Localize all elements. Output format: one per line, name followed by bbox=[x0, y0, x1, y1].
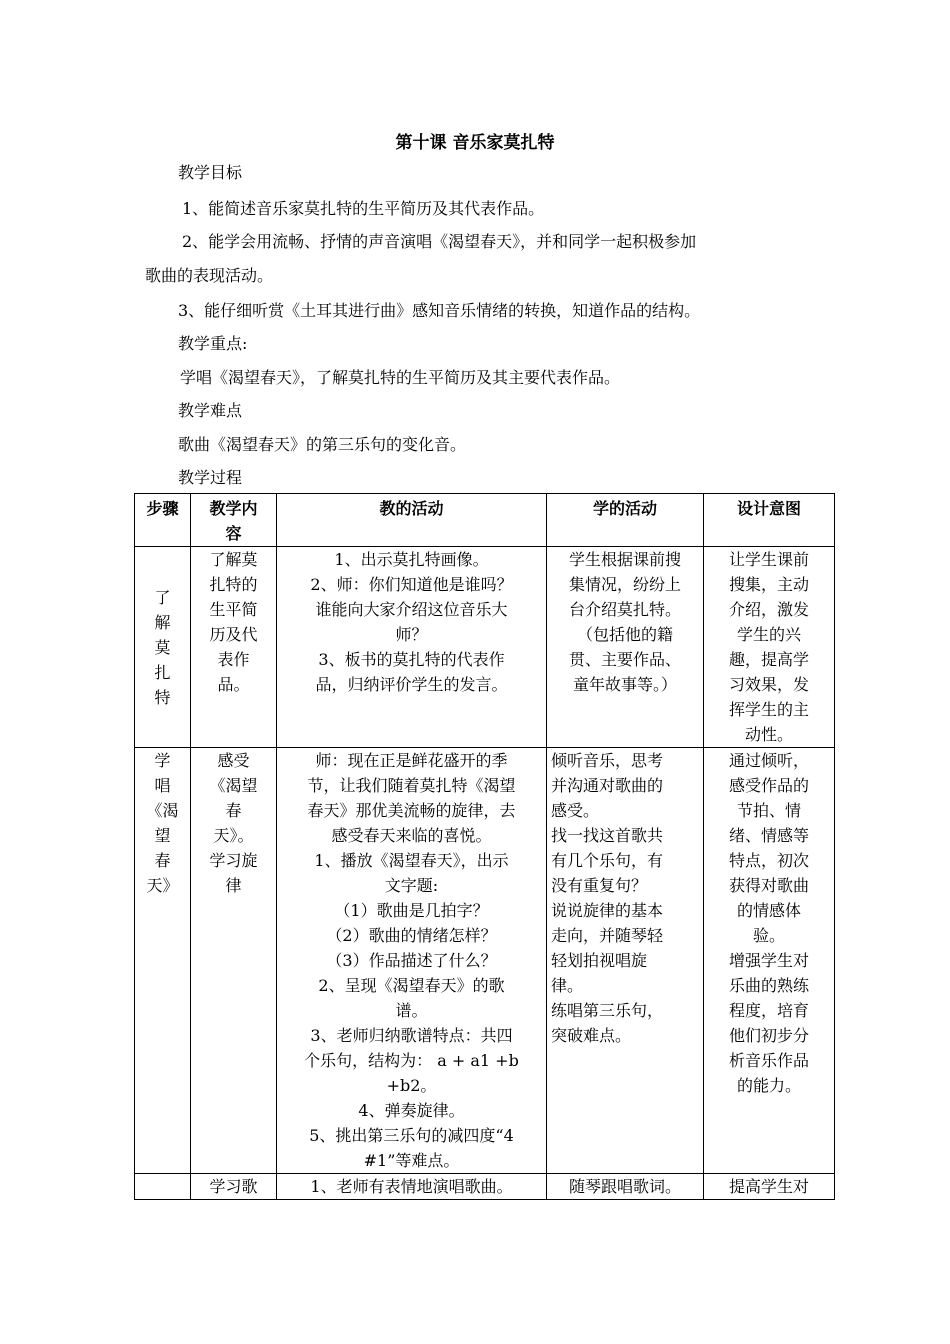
key-points-text: 学唱《渴望春天》，了解莫扎特的生平简历及其主要代表作品。 bbox=[180, 368, 621, 387]
design-intent-cell: 通过倾听， 感受作品的 节拍、情 绪、情感等 特点，初次 获得对歌曲 的情感体 验。 增强学生对 乐曲的熟练 程度，培育 他们初步分 析音乐作品 的能力。 bbox=[704, 748, 835, 1174]
design-intent-cell: 让学生课前 搜集，主动 介绍，激发 学生的兴 趣，提高学 习效果，发 挥学生的主 动性。 bbox=[704, 547, 835, 748]
student-activity-cell: 学生根据课前搜 集情况，纷纷上 台介绍莫扎特。 （包括他的籍 贯、主要作品、 童年故事等。） bbox=[547, 547, 704, 748]
table-header-row bbox=[135, 494, 835, 547]
teacher-activity-cell: 1、老师有表情地演唱歌曲。 bbox=[277, 1174, 547, 1200]
lesson-plan-table bbox=[134, 493, 835, 1200]
step-cell bbox=[135, 1174, 191, 1200]
process-heading: 教学过程 bbox=[178, 468, 243, 487]
goal-2-line-2: 歌曲的表现活动。 bbox=[145, 266, 274, 285]
key-points-heading: 教学重点: bbox=[178, 334, 248, 353]
content-cell: 了解莫 扎特的 生平简 历及代 表作 品。 bbox=[191, 547, 277, 748]
difficulties-heading: 教学难点 bbox=[178, 401, 243, 420]
header-student-activity: 学的活动 bbox=[547, 494, 704, 547]
difficulties-text: 歌曲《渴望春天》的第三乐句的变化音。 bbox=[178, 435, 467, 454]
table-row bbox=[135, 547, 835, 748]
content-cell: 学习歌 bbox=[191, 1174, 277, 1200]
teacher-activity-cell: 师：现在正是鲜花盛开的季 节，让我们随着莫扎特《渴望 春天》那优美流畅的旋律，去 感受春天来临的喜悦。 1、播放《渴望春天》，出示 文字题: （1）歌曲是几拍字？ （2）歌曲的情绪怎样？ （3）作品描述了什么？ 2、呈现《渴望春天》的歌 谱。 3、老师归纳歌谱特点：共四 个乐句，结构为： a + a1 +b +b2。 4、弹奏旋律。 5、挑出第三乐句的减四度“4 #1”等难点。 bbox=[277, 748, 547, 1174]
header-content: 教学内 容 bbox=[191, 494, 277, 547]
goal-3: 3、能仔细听赏《土耳其进行曲》感知音乐情绪的转换，知道作品的结构。 bbox=[178, 301, 701, 320]
step-cell: 了 解 莫 扎 特 bbox=[135, 547, 191, 748]
table-row bbox=[135, 748, 835, 1174]
table-row bbox=[135, 1174, 835, 1200]
goal-2-line-1: 2、能学会用流畅、抒情的声音演唱《渴望春天》，并和同学一起积极参加 bbox=[182, 232, 697, 251]
goals-heading: 教学目标 bbox=[178, 163, 243, 182]
student-activity-cell: 随琴跟唱歌词。 bbox=[547, 1174, 704, 1200]
student-activity-cell: 倾听音乐，思考 并沟通对歌曲的 感受。 找一找这首歌共 有几个乐句，有 没有重复句？ 说说旋律的基本 走向，并随琴轻 轻划拍视唱旋 律。 练唱第三乐句， 突破难点。 bbox=[547, 748, 704, 1174]
step-cell: 学 唱 《渴 望 春 天》 bbox=[135, 748, 191, 1174]
teacher-activity-cell: 1、出示莫扎特画像。 2、师：你们知道他是谁吗？ 谁能向大家介绍这位音乐大 师？ 3、板书的莫扎特的代表作 品，归纳评价学生的发言。 bbox=[277, 547, 547, 748]
design-intent-cell: 提高学生对 bbox=[704, 1174, 835, 1200]
header-teacher-activity: 教的活动 bbox=[277, 494, 547, 547]
header-step: 步骤 bbox=[135, 494, 191, 547]
header-design-intent: 设计意图 bbox=[704, 494, 835, 547]
goal-1: 1、能简述音乐家莫扎特的生平简历及其代表作品。 bbox=[182, 199, 545, 218]
content-cell: 感受 《渴望 春 天》。 学习旋 律 bbox=[191, 748, 277, 1174]
page-title: 第十课 音乐家莫扎特 bbox=[395, 133, 555, 153]
